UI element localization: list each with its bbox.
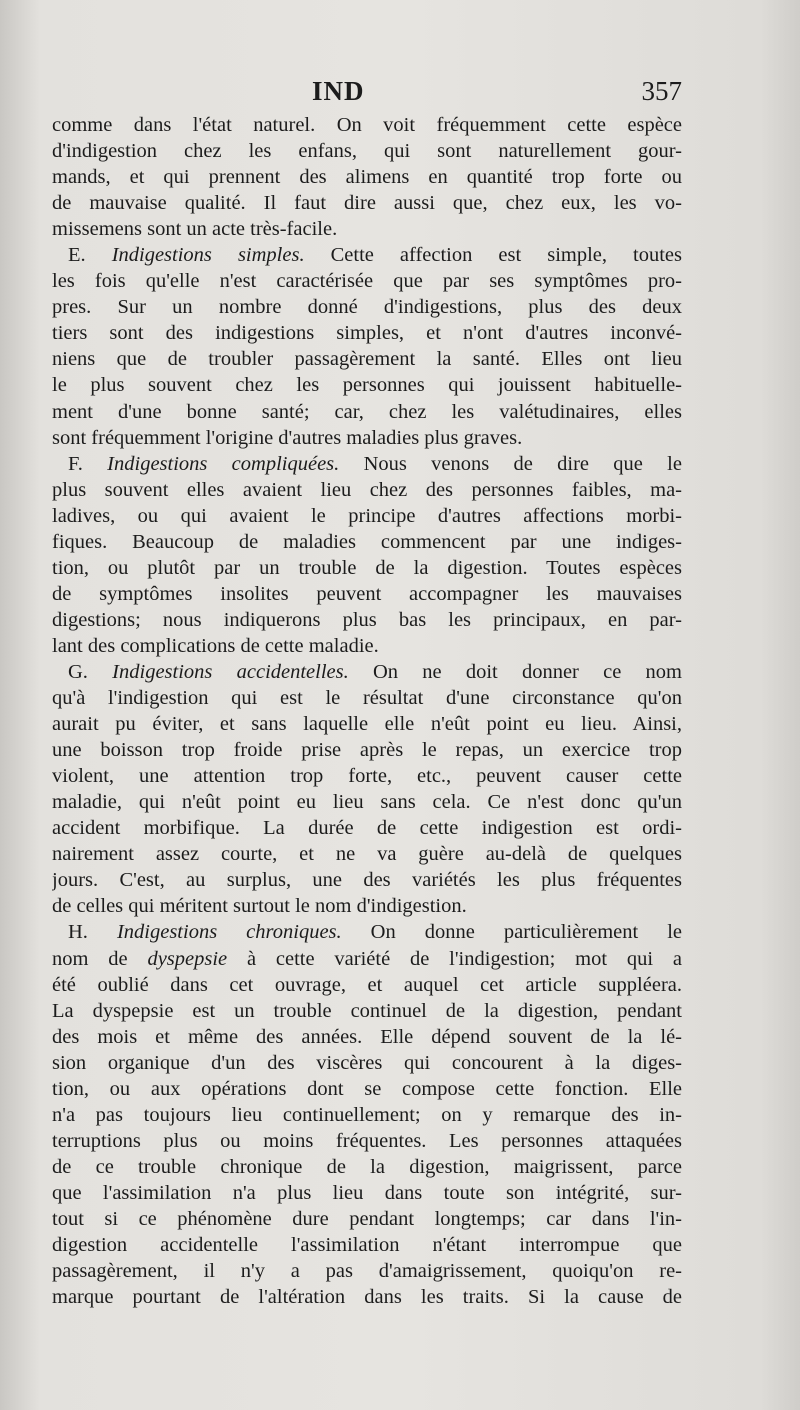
text-line: passagèrement, il n'y a pas d'amaigrissement, quoiqu'on re- — [52, 1260, 682, 1283]
text-line: d'indigestion chez les enfans, qui sont naturellement gour- — [52, 140, 682, 163]
text-line: tout si ce phénomène dure pendant longtemps; car dans l'in- — [52, 1207, 682, 1230]
line-suffix: Nous venons de dire que le — [339, 452, 682, 475]
italic-term: Indigestions simples. — [111, 244, 305, 267]
text-line: plus souvent elles avaient lieu chez des personnes faibles, ma- — [52, 478, 682, 501]
text-line: ladives, ou qui avaient le principe d'autres affections morbi- — [52, 504, 682, 527]
text-line: aurait pu éviter, et sans laquelle elle n'eût point eu lieu. Ainsi, — [52, 713, 682, 736]
running-head: IND — [312, 76, 365, 106]
text-line: accident morbifique. La durée de cette indigestion est ordi- — [52, 817, 682, 840]
italic-term: Indigestions compliquées. — [107, 452, 340, 475]
text-line: fiques. Beaucoup de maladies commencent par une indiges- — [52, 530, 682, 553]
text-line: La dyspepsie est un trouble continuel de la digestion, pendant — [52, 999, 682, 1022]
line-suffix: Cette affection est simple, toutes — [304, 244, 682, 267]
text-line: violent, une attention trop forte, etc., peuvent causer cette — [52, 765, 682, 788]
text-line: qu'à l'indigestion qui est le résultat d'une circonstance qu'on — [52, 687, 682, 710]
line-prefix: G. — [68, 660, 113, 683]
text-line: missemens sont un acte très-facile. — [52, 218, 338, 241]
text-line: pres. Sur un nombre donné d'indigestions, plus des deux — [52, 296, 682, 319]
text-line: digestion accidentelle l'assimilation n'étant interrompue que — [52, 1234, 682, 1257]
text-line: sont fréquemment l'origine d'autres maladies plus graves. — [52, 426, 523, 449]
line-prefix: F. — [68, 452, 108, 475]
line-prefix: nom de — [52, 947, 148, 970]
line-suffix: On ne doit donner ce nom — [348, 660, 682, 683]
text-line: niens que de troubler passagèrement la santé. Elles ont lieu — [52, 348, 682, 371]
text-line: que l'assimilation n'a plus lieu dans toute son intégrité, sur- — [52, 1181, 682, 1204]
text-line: marque pourtant de l'altération dans les traits. Si la cause de — [52, 1286, 682, 1309]
text-line: comme dans l'état naturel. On voit fréquemment cette espèce — [52, 114, 682, 136]
text-line: une boisson trop froide prise après le repas, un exercice trop — [52, 739, 682, 762]
text-line: ment d'une bonne santé; car, chez les valétudinaires, elles — [52, 400, 682, 423]
text-line: mands, et qui prennent des alimens en quantité trop forte ou — [52, 166, 682, 189]
text-line: lant des complications de cette maladie. — [52, 634, 379, 657]
page-header — [52, 76, 682, 116]
text-line: maladie, qui n'eût point eu lieu sans cela. Ce n'est donc qu'un — [52, 791, 682, 814]
line-prefix: H. — [68, 921, 117, 944]
italic-term: Indigestions accidentelles. — [112, 660, 349, 683]
text-line: digestions; nous indiquerons plus bas les principaux, en par- — [52, 608, 682, 631]
text-line: sion organique d'un des viscères qui concourent à la diges- — [52, 1051, 682, 1074]
text-line — [52, 451, 682, 477]
text-line: nairement assez courte, et ne va guère au-delà de quelques — [52, 843, 682, 866]
text-line — [52, 919, 682, 945]
text-line: n'a pas toujours lieu continuellement; on y remarque des in- — [52, 1103, 682, 1126]
text-line: tiers sont des indigestions simples, et n'ont d'autres inconvé- — [52, 322, 682, 345]
italic-term: dyspepsie — [147, 947, 228, 970]
text-line: les fois qu'elle n'est caractérisée que par ses symptômes pro- — [52, 270, 682, 293]
text-line: tion, ou aux opérations dont se compose cette fonction. Elle — [52, 1077, 682, 1100]
page-number: 357 — [641, 76, 682, 106]
body-text — [52, 112, 682, 1310]
text-line: le plus souvent chez les personnes qui jouissent habituelle- — [52, 374, 682, 397]
line-suffix: On donne particulièrement le — [341, 921, 682, 944]
text-line — [52, 242, 682, 268]
text-line — [52, 946, 682, 972]
text-line: de celles qui méritent surtout le nom d'indigestion. — [52, 895, 467, 918]
line-prefix: E. — [68, 244, 112, 267]
text-line: des mois et même des années. Elle dépend souvent de la lé- — [52, 1025, 682, 1048]
text-line: terruptions plus ou moins fréquentes. Les personnes attaquées — [52, 1129, 682, 1152]
text-line — [52, 659, 682, 685]
text-line: été oublié dans cet ouvrage, et auquel cet article suppléera. — [52, 973, 682, 996]
text-line: de mauvaise qualité. Il faut dire aussi que, chez eux, les vo- — [52, 192, 682, 215]
italic-term: Indigestions chroniques. — [116, 921, 342, 944]
text-line: tion, ou plutôt par un trouble de la digestion. Toutes espèces — [52, 556, 682, 579]
text-line: de symptômes insolites peuvent accompagner les mauvaises — [52, 582, 682, 605]
line-suffix: à cette variété de l'indigestion; mot qui a — [227, 947, 682, 970]
text-line: jours. C'est, au surplus, une des variétés les plus fréquentes — [52, 869, 682, 892]
text-line: de ce trouble chronique de la digestion, maigrissent, parce — [52, 1155, 682, 1178]
